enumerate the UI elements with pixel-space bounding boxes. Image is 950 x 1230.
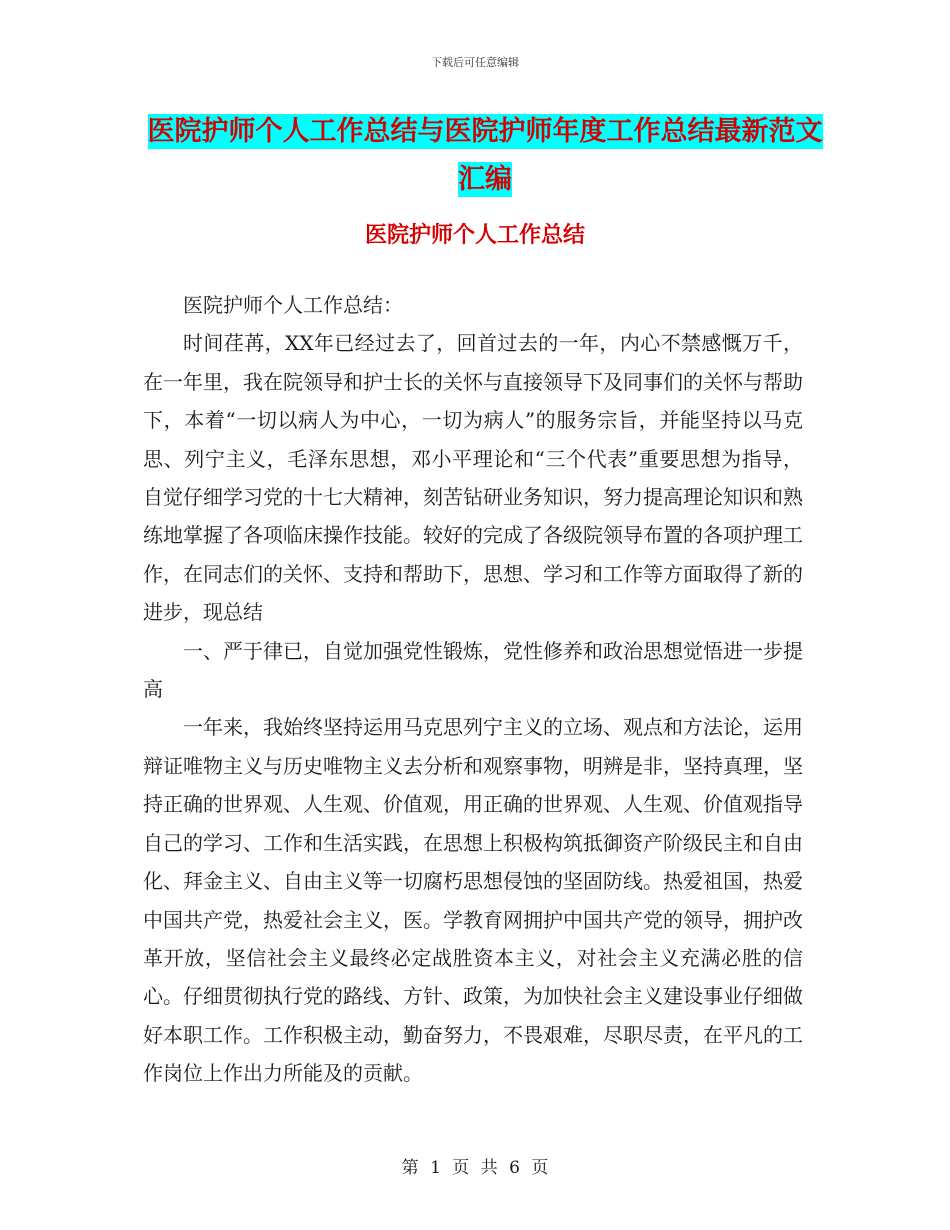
page-header-note: 下载后可任意编辑	[431, 56, 519, 69]
document-title	[140, 108, 830, 204]
body-paragraph: 医院护师个人工作总结：	[183, 293, 403, 317]
body-paragraph: 一、严于律已，自觉加强党性锻炼，党性修养和政治思想觉悟进一步提高	[143, 638, 803, 702]
document-body	[143, 286, 803, 1093]
body-paragraph: 一年来，我始终坚持运用马克思列宁主义的立场、观点和方法论，运用辩证唯物主义与历史唯物主义去分析和观察事物，明辨是非，坚持真理，坚持正确的世界观、人生观、价值观，用正确的世界观、人生观、价值观指导自己的学习、工作和生活实践，在思想上积极构筑抵御资产阶级民主和自由化、拜金主义、自由主义等一切腐朽思想侵蚀的坚固防线。热爱祖国，热爱中国共产党，热爱社会主义，医。学教育网拥护中国共产党的领导，拥护改革开放，坚信社会主义最终必定战胜资本主义，对社会主义充满必胜的信心。仔细贯彻执行党的路线、方针、政策，为加快社会主义建设事业仔细做好本职工作。工作积极主动，勤奋努力，不畏艰难，尽职尽责，在平凡的工作岗位上作出力所能及的贡献。	[143, 715, 803, 1086]
page-number: 第 1 页 共 6 页	[401, 1158, 549, 1178]
document-title-text: 医院护师个人工作总结与医院护师年度工作总结最新范文汇编	[147, 116, 823, 195]
section-title: 医院护师个人工作总结	[364, 223, 585, 248]
body-paragraph: 时间荏苒，XX年已经过去了，回首过去的一年，内心不禁感慨万千，在一年里，我在院领导和护士长的关怀与直接领导下及同事们的关怀与帮助下，本着“一切以病人为中心，一切为病人”的服务宗旨，并能坚持以马克思、列宁主义，毛泽东思想，邓小平理论和“三个代表”重要思想为指导，自觉仔细学习党的十七大精神，刻苦钻研业务知识，努力提高理论知识和熟练地掌握了各项临床操作技能。较好的完成了各级院领导布置的各项护理工作，在同志们的关怀、支持和帮助下，思想、学习和工作等方面取得了新的进步，现总结	[143, 331, 803, 625]
